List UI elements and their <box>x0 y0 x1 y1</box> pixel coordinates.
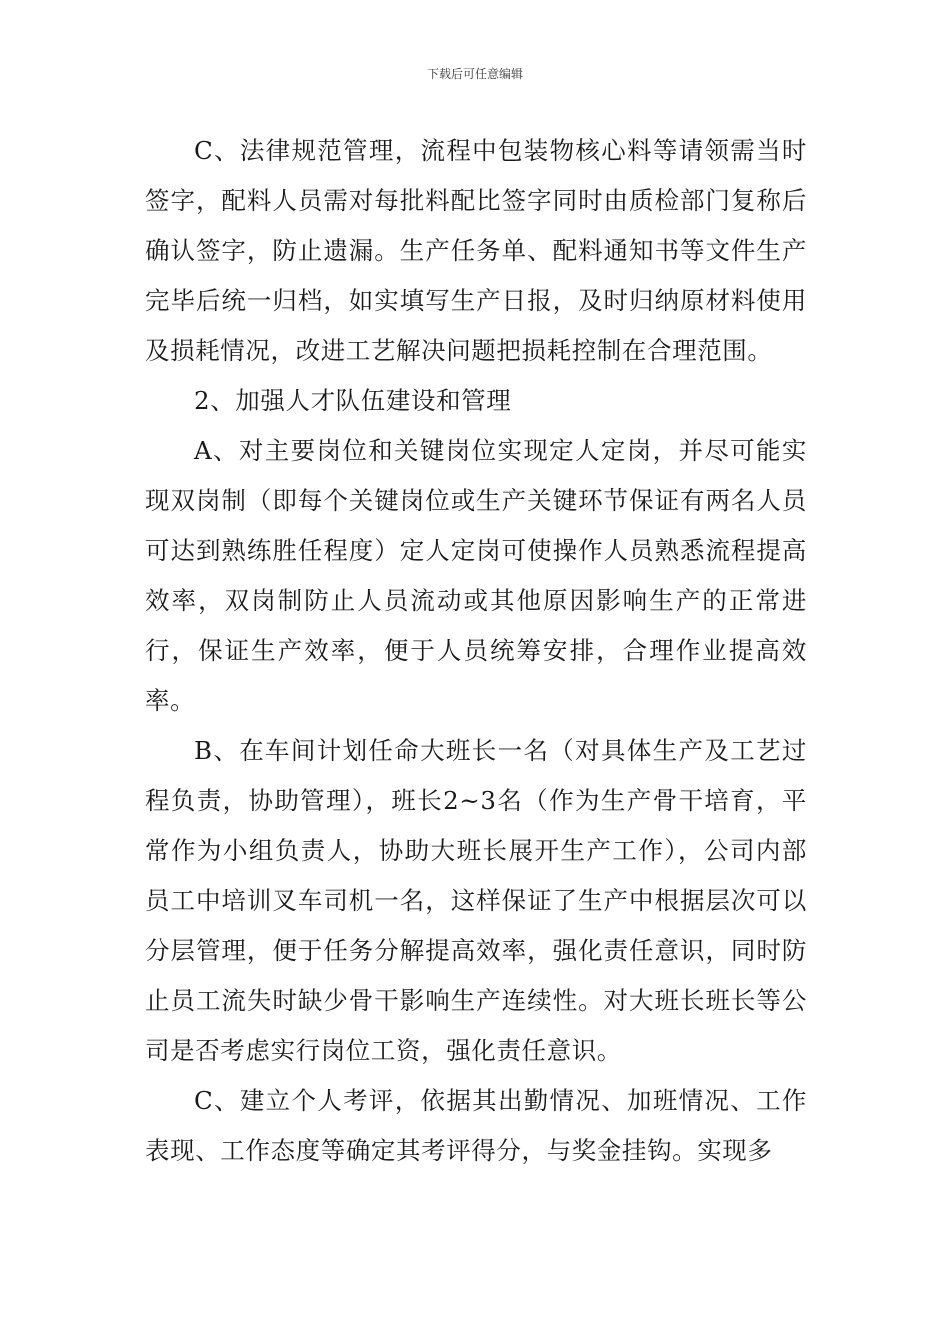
paragraph-fixed-posts: A、对主要岗位和关键岗位实现定人定岗，并尽可能实现双岗制（即每个关键岗位或生产关键环节保证有两名人员可达到熟练胜任程度）定人定岗可使操作人员熟悉流程提高效率，双岗制防止人员流动或其他原因影响生产的正常进行，保证生产效率，便于人员统筹安排，合理作业提高效率。 <box>145 436 807 715</box>
paragraph-legal-management: C、法律规范管理，流程中包装物核心料等请领需当时签字，配料人员需对每批料配比签字同时由质检部门复称后确认签字，防止遗漏。生产任务单、配料通知书等文件生产完毕后统一归档，如实填写生产日报，及时归纳原材料使用及损耗情况，改进工艺解决问题把损耗控制在合理范围。 <box>145 136 807 365</box>
paragraph-personal-evaluation: C、建立个人考评，依据其出勤情况、加班情况、工作表现、工作态度等确定其考评得分，与奖金挂钩。实现多 <box>145 1086 807 1165</box>
page-header: 下载后可任意编辑 <box>426 67 523 81</box>
section-heading-talent: 2、加强人才队伍建设和管理 <box>194 386 512 415</box>
paragraph-team-leaders: B、在车间计划任命大班长一名（对具体生产及工艺过程负责，协助管理），班长2~3名（作为生产骨干培育，平常作为小组负责人，协助大班长展开生产工作），公司内部员工中培训叉车司机一名，这样保证了生产中根据层次可以分层管理，便于任务分解提高效率，强化责任意识，同时防止员工流失时缺少骨干影响生产连续性。对大班长班长等公司是否考虑实行岗位工资，强化责任意识。 <box>145 736 807 1065</box>
document-body <box>145 126 807 1176</box>
